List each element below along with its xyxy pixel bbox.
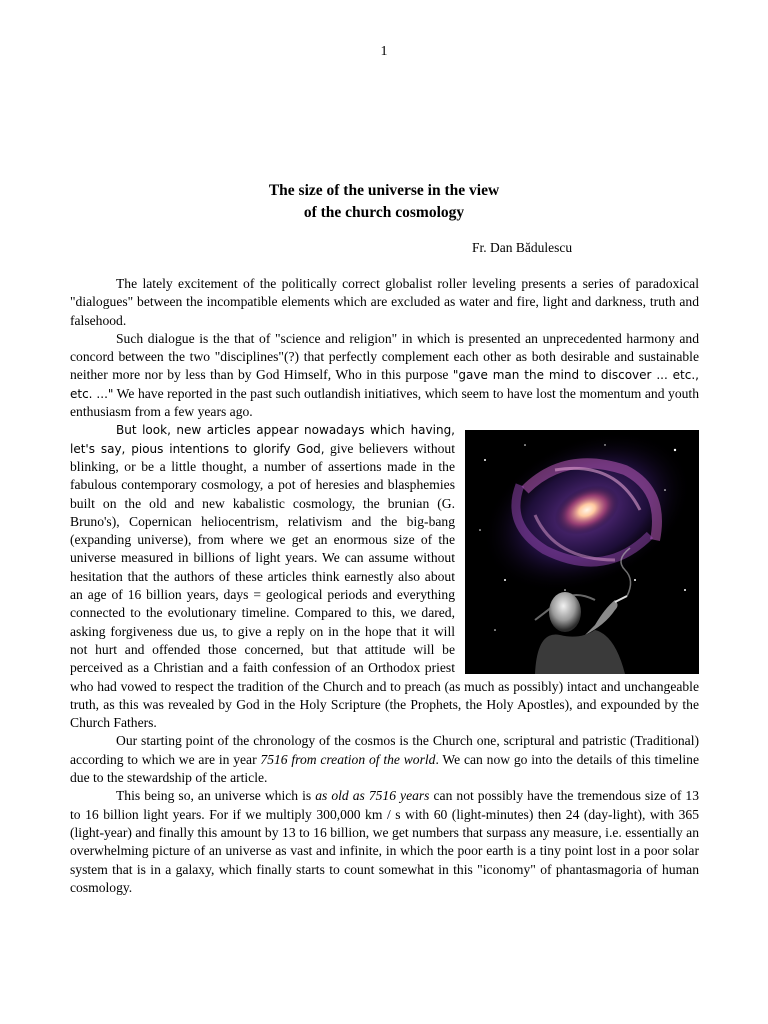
paragraph-3-text-a: But look, new articles appear nowadays which having, let's say, pious intentions to glorify God, [70,423,455,456]
paragraph-4 [70,732,699,787]
paragraph-5-text-a: This being so, an universe which is [116,788,316,804]
paragraph-5 [70,787,699,897]
paragraph-3-text-b: give believers without blinking, or be a little thought, a number of assertions made in the fabulous contemporary cosmology, a pot of heresies and blasphemies built on the old and new kabalistic cosmology, the brunian (G. Bruno's), Copernican heliocentrism, relativism and the big-bang (expanding universe), from where we get an enormous size of the universe measured in billions of light years. We can assume without hesitation that the authors of these articles think earnestly also about an age of 16 billion years, days = geological periods and everything connected to the evolutionary timeline. Compared to this, we dared, asking forgiveness due us, to give a reply on in the hope that it will not hurt and offended those concerned, but that attitude will be perceived as a Christian and a faith confession of an Orthodox priest who had vowed to respect the tradition of the Church and to preach (as much as possibly) intact and unchangeable truth, as this was revealed by God in the Holy Scripture (the Prophets, the Holy Apostles), and expounded by the Church Fathers. [70,440,699,731]
paragraph-5-italic: as old as 7516 years [315,788,430,804]
page-number: 1 [380,44,388,59]
paragraph-4-text-a: Our starting point of the chronology of the cosmos is the Church one, scriptural and patristic (Traditional) according to which we are in year [70,733,699,767]
title-line-2: of the church cosmology [303,204,465,221]
author-byline: Fr. Dan Bădulescu [472,240,573,255]
paragraph-4-italic: 7516 from creation of the world [260,751,436,767]
paragraph-2-text-c: We have reported in the past such outlandish initiatives, which seem to have lost the momentum and youth enthusiasm from a few years ago. [70,385,699,420]
paragraph-4-text-c: . We can now go into the details of this timeline due to the stewardship of the article. [70,751,700,786]
paragraph-2-quote: "gave man the mind to discover ... etc., etc. ..." [70,368,699,401]
paragraph-2-text-a: Such dialogue is the that of "science and religion" in which is presented an unprecedented harmony and concord between the two "disciplines"(?) that perfectly complement each other as both desirable and sustainable neither more nor by less than by God Himself, Who in this purpose [70,330,699,383]
article-body [70,275,699,897]
paragraph-5-text-c: can not possibly have the tremendous size of 13 to 16 billion light years. For if we multiply 300,000 km / s with 60 (light-minutes) then 24 (day-light), with 365 (light-year) and finally this amount by 13 to 16 billion, we get numbers that surpass any measure, i.e. essentially an overwhelming picture of an universe as vast and infinite, in which the poor earth is a tiny point lost in a poor solar system that is in a galaxy, which finally starts to count somewhat in this "iconomy" of phantasmagoria of human cosmology. [70,788,699,895]
paragraph-1: The lately excitement of the politically correct globalist roller leveling presents a series of paradoxical "dialogues" between the incompatible elements which are excluded as water and fire, light and darkness, truth and falsehood. [70,276,699,328]
document-title [0,180,768,224]
paragraph-2 [70,330,699,421]
galaxy-illustration [465,430,699,674]
title-line-1: The size of the universe in the view [268,182,500,199]
